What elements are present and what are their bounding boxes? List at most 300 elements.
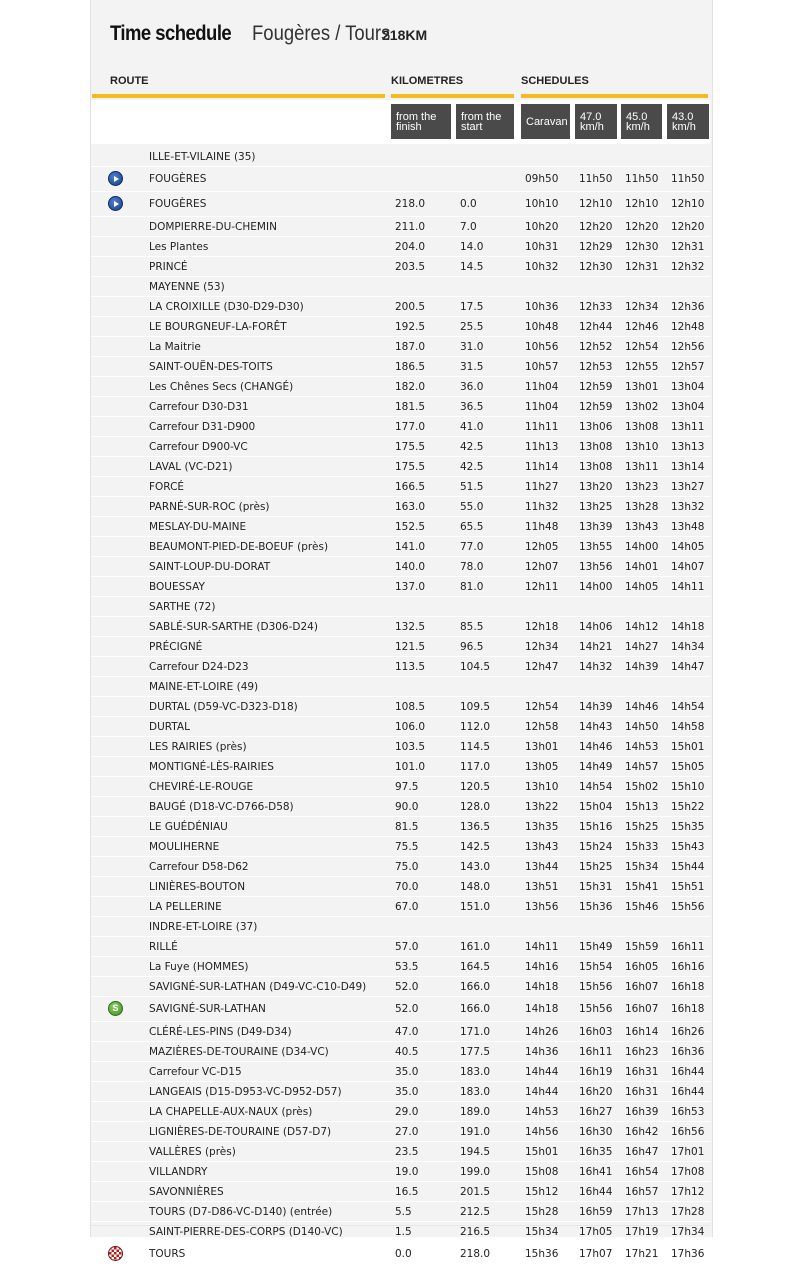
time-45kmh	[625, 677, 671, 697]
table-row	[91, 1142, 710, 1162]
km-from-start: 65.5	[460, 517, 525, 537]
time-45kmh: 13h23	[625, 477, 671, 497]
icon-cell	[91, 297, 149, 317]
km-from-start: 31.5	[460, 357, 525, 377]
time-45kmh: 12h46	[625, 317, 671, 337]
caravan-time: 13h56	[525, 897, 579, 917]
km-from-finish: 70.0	[395, 877, 460, 897]
caravan-time: 10h31	[525, 237, 579, 257]
icon-cell	[91, 1122, 149, 1142]
time-43kmh: 12h36	[671, 297, 710, 317]
time-47kmh: 14h06	[579, 617, 625, 637]
icon-cell	[91, 1202, 149, 1222]
time-43kmh: 13h11	[671, 417, 710, 437]
km-from-start: 81.0	[460, 577, 525, 597]
col-from-finish-line1: from the	[396, 111, 437, 123]
table-row	[91, 837, 710, 857]
place-name: MESLAY-DU-MAINE	[149, 517, 395, 537]
time-43kmh: 13h27	[671, 477, 710, 497]
place-name: RILLÉ	[149, 937, 395, 957]
km-from-finish: 52.0	[395, 977, 460, 997]
place-name: MONTIGNÉ-LÈS-RAIRIES	[149, 757, 395, 777]
km-from-start: 171.0	[460, 1022, 525, 1042]
km-from-start	[460, 147, 525, 167]
caravan-time: 12h05	[525, 537, 579, 557]
time-45kmh: 12h10	[625, 192, 671, 217]
table-row	[91, 617, 710, 637]
time-45kmh: 14h57	[625, 757, 671, 777]
km-from-start: 17.5	[460, 297, 525, 317]
caravan-time: 14h56	[525, 1122, 579, 1142]
icon-cell	[91, 977, 149, 997]
time-47kmh: 14h46	[579, 737, 625, 757]
table-row	[91, 777, 710, 797]
table-row	[91, 377, 710, 397]
km-from-finish: 75.5	[395, 837, 460, 857]
km-from-start: 109.5	[460, 697, 525, 717]
time-45kmh: 17h13	[625, 1202, 671, 1222]
place-name: Les Plantes	[149, 237, 395, 257]
km-from-finish: 203.5	[395, 257, 460, 277]
table-row	[91, 192, 710, 217]
time-45kmh: 14h46	[625, 697, 671, 717]
km-from-finish: 163.0	[395, 497, 460, 517]
kilometres-underline	[391, 94, 514, 98]
col-from-start-line2: start	[461, 121, 483, 133]
time-45kmh: 16h39	[625, 1102, 671, 1122]
table-row	[91, 1042, 710, 1062]
time-43kmh: 16h44	[671, 1062, 710, 1082]
time-47kmh: 12h30	[579, 257, 625, 277]
table-row	[91, 757, 710, 777]
time-47kmh: 15h49	[579, 937, 625, 957]
km-from-start: 112.0	[460, 717, 525, 737]
caravan-time: 10h48	[525, 317, 579, 337]
page-title	[110, 22, 427, 52]
km-from-finish	[395, 167, 460, 192]
place-name: SAINT-PIERRE-DES-CORPS (D140-VC)	[149, 1222, 395, 1242]
km-from-start: 0.0	[460, 192, 525, 217]
km-from-finish: 103.5	[395, 737, 460, 757]
col-speed-45	[621, 104, 662, 139]
km-from-start: 14.0	[460, 237, 525, 257]
caravan-time: 11h13	[525, 437, 579, 457]
time-45kmh: 16h47	[625, 1142, 671, 1162]
table-row	[91, 167, 710, 192]
km-from-finish: 35.0	[395, 1062, 460, 1082]
km-from-finish: 0.0	[395, 1242, 460, 1267]
icon-cell	[91, 277, 149, 297]
time-47kmh: 15h31	[579, 877, 625, 897]
caravan-time: 12h58	[525, 717, 579, 737]
time-47kmh: 15h36	[579, 897, 625, 917]
icon-cell	[91, 577, 149, 597]
place-name: CLÉRÉ-LES-PINS (D49-D34)	[149, 1022, 395, 1042]
time-47kmh: 17h07	[579, 1242, 625, 1267]
time-47kmh: 16h19	[579, 1062, 625, 1082]
km-from-finish: 182.0	[395, 377, 460, 397]
caravan-time: 15h36	[525, 1242, 579, 1267]
caravan-time	[525, 597, 579, 617]
time-47kmh: 15h24	[579, 837, 625, 857]
km-from-start: 191.0	[460, 1122, 525, 1142]
caravan-time: 10h32	[525, 257, 579, 277]
time-43kmh: 14h18	[671, 617, 710, 637]
caravan-time: 15h28	[525, 1202, 579, 1222]
icon-cell	[91, 537, 149, 557]
km-from-start: 216.5	[460, 1222, 525, 1242]
icon-cell	[91, 1162, 149, 1182]
table-row	[91, 537, 710, 557]
icon-cell	[91, 397, 149, 417]
table-row	[91, 257, 710, 277]
time-45kmh: 17h19	[625, 1222, 671, 1242]
icon-cell	[91, 357, 149, 377]
time-47kmh: 16h35	[579, 1142, 625, 1162]
time-45kmh: 14h27	[625, 637, 671, 657]
table-row	[91, 737, 710, 757]
caravan-time: 11h32	[525, 497, 579, 517]
table-row	[91, 977, 710, 997]
icon-cell	[91, 317, 149, 337]
km-from-start: 114.5	[460, 737, 525, 757]
place-name: LA CHAPELLE-AUX-NAUX (près)	[149, 1102, 395, 1122]
col-speed-43-unit: km/h	[672, 121, 696, 133]
route-underline	[92, 94, 385, 98]
km-from-start: 151.0	[460, 897, 525, 917]
time-45kmh: 15h33	[625, 837, 671, 857]
km-from-start: 128.0	[460, 797, 525, 817]
col-speed-45-unit: km/h	[626, 121, 650, 133]
km-from-finish: 108.5	[395, 697, 460, 717]
icon-cell	[91, 597, 149, 617]
time-45kmh: 13h02	[625, 397, 671, 417]
caravan-time: 10h36	[525, 297, 579, 317]
caravan-time: 15h08	[525, 1162, 579, 1182]
icon-cell	[91, 1102, 149, 1122]
time-43kmh: 14h11	[671, 577, 710, 597]
finish-flag-icon	[108, 1246, 123, 1261]
table-row	[91, 397, 710, 417]
icon-cell	[91, 757, 149, 777]
table-row	[91, 497, 710, 517]
km-from-start: 117.0	[460, 757, 525, 777]
time-47kmh: 15h16	[579, 817, 625, 837]
time-47kmh: 13h06	[579, 417, 625, 437]
time-43kmh: 13h13	[671, 437, 710, 457]
km-from-start: 189.0	[460, 1102, 525, 1122]
table-row	[91, 957, 710, 977]
table-row	[91, 697, 710, 717]
time-47kmh	[579, 917, 625, 937]
time-47kmh: 13h08	[579, 457, 625, 477]
region-row	[91, 277, 710, 297]
km-from-finish: 101.0	[395, 757, 460, 777]
place-name: Carrefour D30-D31	[149, 397, 395, 417]
table-row	[91, 1182, 710, 1202]
time-43kmh: 13h14	[671, 457, 710, 477]
time-47kmh: 12h29	[579, 237, 625, 257]
place-name: FOUGÈRES	[149, 192, 395, 217]
icon-cell	[91, 677, 149, 697]
time-45kmh: 14h50	[625, 717, 671, 737]
time-45kmh: 15h02	[625, 777, 671, 797]
km-from-start: 166.0	[460, 997, 525, 1022]
time-45kmh: 13h11	[625, 457, 671, 477]
sprint-icon: S	[108, 1001, 123, 1016]
time-45kmh	[625, 277, 671, 297]
km-from-start: 166.0	[460, 977, 525, 997]
caravan-time: 13h44	[525, 857, 579, 877]
place-name: TOURS	[149, 1242, 395, 1267]
col-from-start-line1: from the	[461, 111, 502, 123]
km-from-finish: 67.0	[395, 897, 460, 917]
col-speed-47-unit: km/h	[580, 121, 604, 133]
section-schedules-heading: SCHEDULES	[521, 75, 589, 87]
col-from-finish-line2: finish	[396, 121, 422, 133]
table-row	[91, 1122, 710, 1142]
place-name: BEAUMONT-PIED-DE-BOEUF (près)	[149, 537, 395, 557]
place-name: LA PELLERINE	[149, 897, 395, 917]
section-kilometres-heading: KILOMETRES	[391, 75, 464, 87]
col-speed-47	[575, 104, 617, 139]
place-name: SAINT-LOUP-DU-DORAT	[149, 557, 395, 577]
time-47kmh: 15h04	[579, 797, 625, 817]
time-45kmh: 12h54	[625, 337, 671, 357]
table-row	[91, 457, 710, 477]
time-43kmh: 16h18	[671, 977, 710, 997]
km-from-finish: 27.0	[395, 1122, 460, 1142]
time-43kmh: 14h07	[671, 557, 710, 577]
time-47kmh	[579, 677, 625, 697]
icon-cell	[91, 617, 149, 637]
km-from-start: 42.5	[460, 457, 525, 477]
col-from-finish	[391, 104, 451, 139]
icon-cell	[91, 857, 149, 877]
km-from-start: 77.0	[460, 537, 525, 557]
time-43kmh: 17h28	[671, 1202, 710, 1222]
time-45kmh: 16h14	[625, 1022, 671, 1042]
caravan-time: 09h50	[525, 167, 579, 192]
time-45kmh: 13h28	[625, 497, 671, 517]
km-from-finish: 5.5	[395, 1202, 460, 1222]
caravan-time: 15h01	[525, 1142, 579, 1162]
km-from-finish: 175.5	[395, 457, 460, 477]
km-from-finish: 52.0	[395, 997, 460, 1022]
table-row	[91, 717, 710, 737]
km-from-start: 36.5	[460, 397, 525, 417]
time-43kmh: 15h56	[671, 897, 710, 917]
table-row	[91, 357, 710, 377]
col-speed-43-value: 43.0	[672, 111, 694, 123]
time-43kmh: 13h04	[671, 397, 710, 417]
time-43kmh: 13h32	[671, 497, 710, 517]
table-row	[91, 877, 710, 897]
title-text: Time schedule	[110, 22, 232, 45]
km-from-finish	[395, 277, 460, 297]
km-from-finish: 47.0	[395, 1022, 460, 1042]
icon-cell	[91, 637, 149, 657]
km-from-finish: 81.5	[395, 817, 460, 837]
time-43kmh: 17h08	[671, 1162, 710, 1182]
caravan-time: 12h34	[525, 637, 579, 657]
caravan-time: 12h18	[525, 617, 579, 637]
time-45kmh: 12h55	[625, 357, 671, 377]
km-from-finish: 186.5	[395, 357, 460, 377]
time-45kmh	[625, 597, 671, 617]
region-name: ILLE-ET-VILAINE (35)	[149, 147, 395, 167]
table-row	[91, 337, 710, 357]
icon-cell	[91, 877, 149, 897]
km-from-start: 143.0	[460, 857, 525, 877]
icon-cell	[91, 657, 149, 677]
km-from-start: 148.0	[460, 877, 525, 897]
km-from-finish: 121.5	[395, 637, 460, 657]
time-43kmh: 15h35	[671, 817, 710, 837]
caravan-time: 13h22	[525, 797, 579, 817]
time-43kmh	[671, 597, 710, 617]
time-43kmh: 12h48	[671, 317, 710, 337]
time-43kmh: 16h16	[671, 957, 710, 977]
caravan-time: 14h11	[525, 937, 579, 957]
icon-cell	[91, 997, 149, 1022]
icon-cell	[91, 817, 149, 837]
caravan-time: 14h36	[525, 1042, 579, 1062]
time-45kmh: 12h30	[625, 237, 671, 257]
time-47kmh: 13h08	[579, 437, 625, 457]
table-row	[91, 417, 710, 437]
caravan-time: 11h04	[525, 377, 579, 397]
km-from-finish: 35.0	[395, 1082, 460, 1102]
table-row	[91, 1022, 710, 1042]
icon-cell	[91, 1042, 149, 1062]
km-from-start: 51.5	[460, 477, 525, 497]
km-from-start: 161.0	[460, 937, 525, 957]
icon-cell	[91, 497, 149, 517]
icon-cell	[91, 717, 149, 737]
time-43kmh: 12h57	[671, 357, 710, 377]
km-from-start	[460, 597, 525, 617]
km-from-finish: 218.0	[395, 192, 460, 217]
time-45kmh: 12h31	[625, 257, 671, 277]
caravan-time: 14h18	[525, 977, 579, 997]
place-name: SAVIGNÉ-SUR-LATHAN (D49-VC-C10-D49)	[149, 977, 395, 997]
icon-cell	[91, 1082, 149, 1102]
time-45kmh: 16h23	[625, 1042, 671, 1062]
km-from-finish	[395, 147, 460, 167]
time-43kmh: 17h01	[671, 1142, 710, 1162]
time-43kmh	[671, 277, 710, 297]
caravan-time: 14h44	[525, 1062, 579, 1082]
time-47kmh: 16h03	[579, 1022, 625, 1042]
km-from-start: 104.5	[460, 657, 525, 677]
time-47kmh	[579, 277, 625, 297]
time-47kmh: 12h59	[579, 397, 625, 417]
place-name: FOUGÈRES	[149, 167, 395, 192]
time-45kmh: 12h20	[625, 217, 671, 237]
table-row	[91, 557, 710, 577]
icon-cell	[91, 477, 149, 497]
time-43kmh: 12h10	[671, 192, 710, 217]
time-45kmh: 14h53	[625, 737, 671, 757]
icon-cell	[91, 257, 149, 277]
icon-cell	[91, 437, 149, 457]
time-43kmh: 16h18	[671, 997, 710, 1022]
time-45kmh: 16h54	[625, 1162, 671, 1182]
time-47kmh: 16h20	[579, 1082, 625, 1102]
icon-cell	[91, 1022, 149, 1042]
km-from-start: 42.5	[460, 437, 525, 457]
time-45kmh: 15h13	[625, 797, 671, 817]
time-47kmh: 15h56	[579, 997, 625, 1022]
place-name: LANGEAIS (D15-D953-VC-D952-D57)	[149, 1082, 395, 1102]
table-row	[91, 997, 710, 1022]
schedule-body	[91, 147, 710, 1267]
time-47kmh: 17h05	[579, 1222, 625, 1242]
caravan-time: 11h48	[525, 517, 579, 537]
time-45kmh: 15h41	[625, 877, 671, 897]
caravan-time: 14h26	[525, 1022, 579, 1042]
region-row	[91, 677, 710, 697]
table-row	[91, 817, 710, 837]
time-47kmh: 14h54	[579, 777, 625, 797]
time-45kmh: 17h21	[625, 1242, 671, 1267]
caravan-time	[525, 677, 579, 697]
km-from-start	[460, 677, 525, 697]
icon-cell	[91, 797, 149, 817]
km-from-finish: 175.5	[395, 437, 460, 457]
km-from-finish: 57.0	[395, 937, 460, 957]
caravan-time: 14h44	[525, 1082, 579, 1102]
time-43kmh: 12h32	[671, 257, 710, 277]
col-speed-43	[667, 104, 709, 139]
km-from-start: 55.0	[460, 497, 525, 517]
time-45kmh: 15h59	[625, 937, 671, 957]
section-route-heading: ROUTE	[110, 75, 149, 87]
km-from-start: 14.5	[460, 257, 525, 277]
time-43kmh: 15h43	[671, 837, 710, 857]
time-47kmh: 13h20	[579, 477, 625, 497]
km-from-start: 164.5	[460, 957, 525, 977]
time-47kmh: 16h30	[579, 1122, 625, 1142]
km-from-finish: 90.0	[395, 797, 460, 817]
region-name: SARTHE (72)	[149, 597, 395, 617]
km-from-finish: 166.5	[395, 477, 460, 497]
km-from-finish: 106.0	[395, 717, 460, 737]
col-from-start	[456, 104, 514, 139]
place-name: Carrefour D900-VC	[149, 437, 395, 457]
caravan-time	[525, 147, 579, 167]
time-47kmh: 15h54	[579, 957, 625, 977]
km-from-finish: 19.0	[395, 1162, 460, 1182]
time-45kmh: 13h08	[625, 417, 671, 437]
table-row	[91, 1102, 710, 1122]
km-from-start: 177.5	[460, 1042, 525, 1062]
km-from-start: 194.5	[460, 1142, 525, 1162]
caravan-time: 12h07	[525, 557, 579, 577]
time-47kmh: 12h33	[579, 297, 625, 317]
table-row	[91, 637, 710, 657]
time-43kmh: 12h20	[671, 217, 710, 237]
km-from-start: 96.5	[460, 637, 525, 657]
km-from-start: 218.0	[460, 1242, 525, 1267]
place-name: La Fuye (HOMMES)	[149, 957, 395, 977]
caravan-time: 13h10	[525, 777, 579, 797]
place-name: Carrefour D58-D62	[149, 857, 395, 877]
km-from-start: 212.5	[460, 1202, 525, 1222]
time-45kmh: 12h34	[625, 297, 671, 317]
time-43kmh: 14h58	[671, 717, 710, 737]
